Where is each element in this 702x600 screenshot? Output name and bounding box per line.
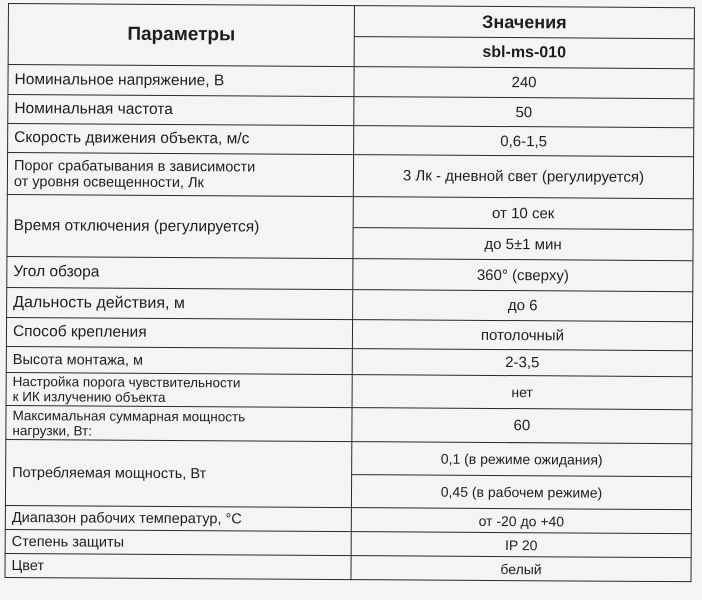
table-row — [7, 256, 693, 291]
param-cell: Угол обзора — [7, 256, 353, 289]
spec-table — [4, 3, 694, 582]
value-cell: 360° (сверху) — [353, 259, 693, 292]
param-line: от уровня освещенности, Лк — [13, 173, 204, 191]
value-cell: от -20 до +40 — [351, 508, 691, 534]
param-cell — [7, 153, 353, 197]
value-cell: 50 — [354, 97, 694, 128]
table-row — [7, 194, 693, 229]
value-cell: нет — [352, 375, 692, 410]
value-cell: 60 — [352, 408, 692, 444]
param-line: к ИК излучению объекта — [12, 389, 166, 405]
param-cell: Цвет — [5, 553, 351, 579]
param-cell: Дальность действия, м — [7, 287, 353, 319]
param-cell: Диапазон рабочих температур, °С — [5, 505, 351, 531]
value-cell: белый — [351, 556, 691, 582]
table-row — [6, 372, 692, 409]
value-cell: потолочный — [352, 320, 692, 351]
value-cell: от 10 сек — [353, 197, 693, 230]
param-line: Настройка порога чувствительности — [12, 374, 241, 391]
value-cell: 0,6-1,5 — [354, 126, 694, 157]
param-line: нагрузки, Вт: — [12, 422, 93, 439]
value-cell: до 5±1 мин — [353, 228, 693, 261]
table-row — [6, 439, 692, 476]
param-cell: Скорость движения объекта, м/с — [8, 124, 354, 155]
param-line: Максимальная суммарная мощность — [12, 407, 246, 424]
table-row — [6, 317, 692, 350]
value-cell: 2-3,5 — [352, 349, 692, 377]
param-cell — [6, 372, 352, 407]
param-cell: Высота монтажа, м — [6, 346, 352, 374]
model-header: sbl-ms-010 — [354, 37, 694, 69]
table-row — [6, 405, 692, 443]
table-row — [8, 65, 694, 99]
table-row — [5, 553, 691, 581]
param-cell: Потребляемая мощность, Вт — [5, 439, 351, 507]
value-cell: IP 20 — [351, 532, 691, 558]
param-cell: Номинальная частота — [8, 95, 354, 126]
param-line: Порог срабатывания в зависимости — [13, 157, 256, 176]
table-row — [8, 124, 694, 157]
table-row — [7, 287, 693, 321]
table-header-row — [8, 4, 694, 39]
param-cell: Время отключения (регулируется) — [7, 194, 353, 258]
param-cell: Номинальное напряжение, В — [8, 65, 354, 97]
param-cell — [6, 405, 352, 441]
table-row — [7, 153, 693, 199]
value-cell: до 6 — [353, 290, 693, 322]
table-row — [8, 95, 694, 128]
value-cell: 240 — [354, 67, 694, 99]
params-header: Параметры — [8, 4, 354, 67]
value-cell: 0,1 (в режиме ожидания) — [352, 442, 692, 477]
param-cell: Степень защиты — [5, 529, 351, 555]
param-cell: Способ крепления — [6, 317, 352, 348]
value-cell: 3 Лк - дневной свет (регулируется) — [353, 155, 693, 199]
value-cell: 0,45 (в рабочем режиме) — [351, 475, 691, 510]
values-header: Значения — [354, 6, 694, 39]
